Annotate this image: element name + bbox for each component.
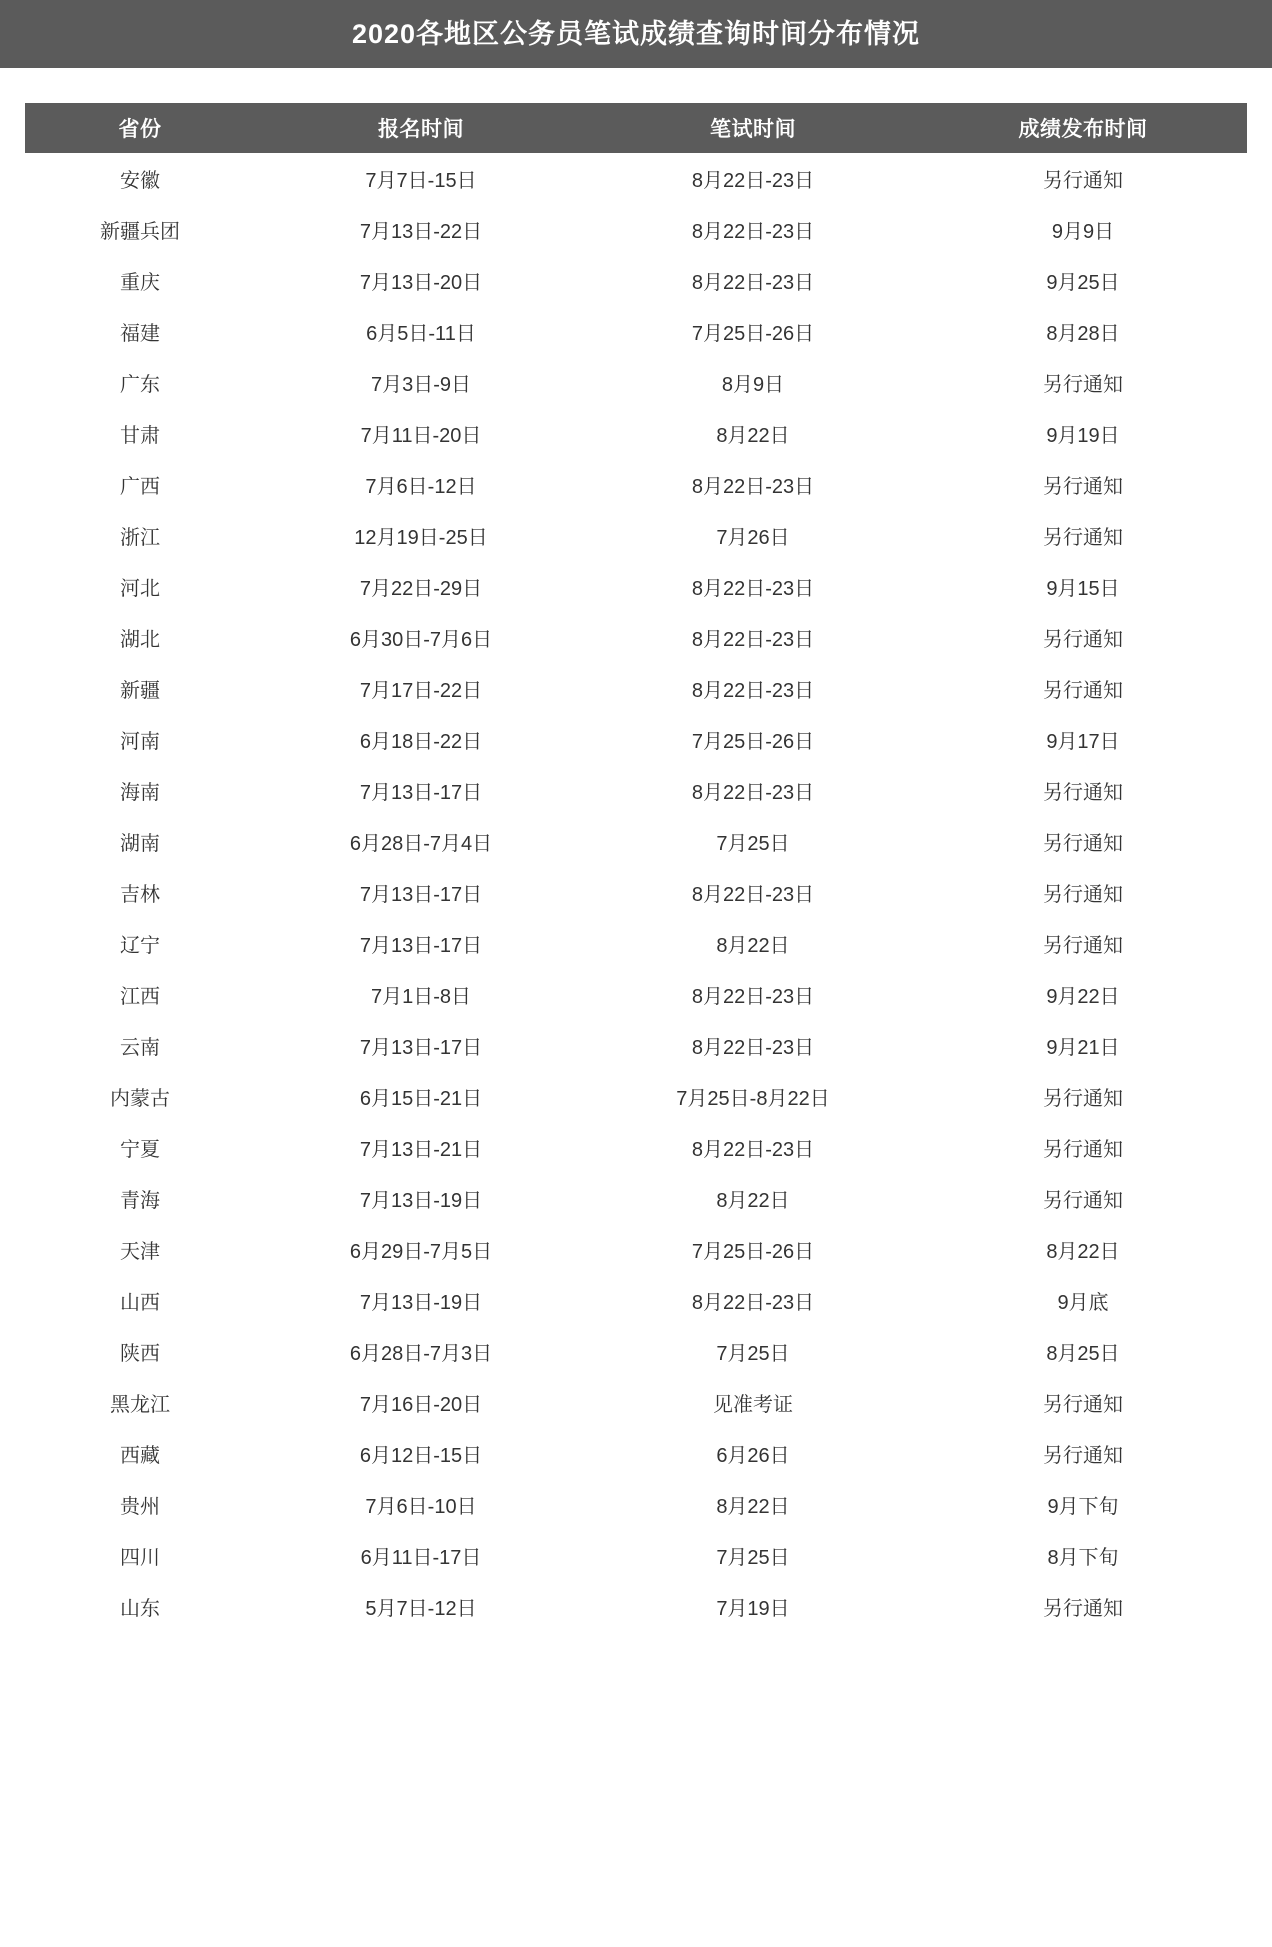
cell-signup-time: 6月11日-17日 xyxy=(255,1530,587,1581)
table-row xyxy=(25,1071,1247,1122)
cell-result-time: 另行通知 xyxy=(919,510,1247,561)
cell-result-time: 另行通知 xyxy=(919,1173,1247,1224)
cell-exam-time: 8月22日 xyxy=(587,1479,919,1530)
cell-province: 海南 xyxy=(25,765,255,816)
cell-result-time: 另行通知 xyxy=(919,153,1247,204)
cell-exam-time: 7月25日-26日 xyxy=(587,1224,919,1275)
cell-exam-time: 7月26日 xyxy=(587,510,919,561)
cell-result-time: 9月9日 xyxy=(919,204,1247,255)
cell-province: 重庆 xyxy=(25,255,255,306)
column-header-result-time: 成绩发布时间 xyxy=(919,103,1247,153)
cell-signup-time: 12月19日-25日 xyxy=(255,510,587,561)
cell-result-time: 9月25日 xyxy=(919,255,1247,306)
cell-result-time: 另行通知 xyxy=(919,867,1247,918)
cell-exam-time: 8月22日-23日 xyxy=(587,153,919,204)
cell-province: 江西 xyxy=(25,969,255,1020)
cell-exam-time: 8月22日-23日 xyxy=(587,1275,919,1326)
cell-province: 广西 xyxy=(25,459,255,510)
cell-exam-time: 6月26日 xyxy=(587,1428,919,1479)
cell-province: 陕西 xyxy=(25,1326,255,1377)
cell-province: 甘肃 xyxy=(25,408,255,459)
table-row xyxy=(25,1275,1247,1326)
cell-signup-time: 7月13日-17日 xyxy=(255,1020,587,1071)
cell-result-time: 另行通知 xyxy=(919,1122,1247,1173)
cell-signup-time: 6月29日-7月5日 xyxy=(255,1224,587,1275)
cell-result-time: 另行通知 xyxy=(919,357,1247,408)
table-row xyxy=(25,1530,1247,1581)
table-row xyxy=(25,663,1247,714)
cell-signup-time: 7月22日-29日 xyxy=(255,561,587,612)
cell-signup-time: 7月3日-9日 xyxy=(255,357,587,408)
cell-result-time: 9月17日 xyxy=(919,714,1247,765)
table-row xyxy=(25,510,1247,561)
cell-result-time: 9月21日 xyxy=(919,1020,1247,1071)
cell-result-time: 9月底 xyxy=(919,1275,1247,1326)
cell-result-time: 另行通知 xyxy=(919,612,1247,663)
table-row xyxy=(25,714,1247,765)
cell-exam-time: 7月25日-26日 xyxy=(587,306,919,357)
cell-exam-time: 7月25日-8月22日 xyxy=(587,1071,919,1122)
table-row xyxy=(25,1122,1247,1173)
cell-exam-time: 8月22日-23日 xyxy=(587,1020,919,1071)
cell-result-time: 8月28日 xyxy=(919,306,1247,357)
cell-result-time: 9月15日 xyxy=(919,561,1247,612)
cell-exam-time: 8月22日-23日 xyxy=(587,969,919,1020)
page-title: 2020各地区公务员笔试成绩查询时间分布情况 xyxy=(351,18,921,49)
cell-province: 河南 xyxy=(25,714,255,765)
cell-signup-time: 7月13日-17日 xyxy=(255,918,587,969)
cell-result-time: 另行通知 xyxy=(919,765,1247,816)
cell-signup-time: 6月18日-22日 xyxy=(255,714,587,765)
cell-province: 贵州 xyxy=(25,1479,255,1530)
cell-exam-time: 7月25日 xyxy=(587,816,919,867)
cell-exam-time: 8月22日-23日 xyxy=(587,561,919,612)
cell-province: 黑龙江 xyxy=(25,1377,255,1428)
column-header-signup-time: 报名时间 xyxy=(255,103,587,153)
table-row xyxy=(25,1020,1247,1071)
cell-province: 山西 xyxy=(25,1275,255,1326)
table-container xyxy=(0,68,1272,1632)
cell-signup-time: 6月12日-15日 xyxy=(255,1428,587,1479)
cell-province: 河北 xyxy=(25,561,255,612)
table-row xyxy=(25,765,1247,816)
table-row xyxy=(25,1224,1247,1275)
cell-exam-time: 见准考证 xyxy=(587,1377,919,1428)
cell-exam-time: 7月25日-26日 xyxy=(587,714,919,765)
cell-result-time: 8月22日 xyxy=(919,1224,1247,1275)
cell-result-time: 另行通知 xyxy=(919,1377,1247,1428)
cell-signup-time: 7月13日-19日 xyxy=(255,1275,587,1326)
cell-province: 新疆兵团 xyxy=(25,204,255,255)
cell-exam-time: 8月22日 xyxy=(587,1173,919,1224)
cell-exam-time: 7月25日 xyxy=(587,1530,919,1581)
cell-exam-time: 8月22日-23日 xyxy=(587,204,919,255)
cell-exam-time: 8月22日-23日 xyxy=(587,867,919,918)
cell-result-time: 另行通知 xyxy=(919,1581,1247,1632)
cell-exam-time: 8月22日-23日 xyxy=(587,255,919,306)
column-header-exam-time: 笔试时间 xyxy=(587,103,919,153)
cell-signup-time: 7月11日-20日 xyxy=(255,408,587,459)
cell-signup-time: 7月7日-15日 xyxy=(255,153,587,204)
table-row xyxy=(25,357,1247,408)
cell-province: 福建 xyxy=(25,306,255,357)
table-row xyxy=(25,408,1247,459)
cell-exam-time: 8月22日-23日 xyxy=(587,459,919,510)
table-row xyxy=(25,1479,1247,1530)
cell-signup-time: 7月1日-8日 xyxy=(255,969,587,1020)
cell-exam-time: 8月22日 xyxy=(587,918,919,969)
cell-signup-time: 6月5日-11日 xyxy=(255,306,587,357)
cell-result-time: 另行通知 xyxy=(919,459,1247,510)
cell-province: 山东 xyxy=(25,1581,255,1632)
cell-result-time: 另行通知 xyxy=(919,816,1247,867)
table-header xyxy=(25,103,1247,153)
table-body xyxy=(25,153,1247,1632)
table-row xyxy=(25,918,1247,969)
cell-exam-time: 8月22日-23日 xyxy=(587,1122,919,1173)
cell-result-time: 8月下旬 xyxy=(919,1530,1247,1581)
cell-signup-time: 6月28日-7月3日 xyxy=(255,1326,587,1377)
cell-result-time: 另行通知 xyxy=(919,663,1247,714)
cell-province: 天津 xyxy=(25,1224,255,1275)
cell-exam-time: 8月9日 xyxy=(587,357,919,408)
cell-exam-time: 7月19日 xyxy=(587,1581,919,1632)
cell-signup-time: 6月28日-7月4日 xyxy=(255,816,587,867)
cell-signup-time: 6月15日-21日 xyxy=(255,1071,587,1122)
cell-result-time: 9月下旬 xyxy=(919,1479,1247,1530)
table-row xyxy=(25,1173,1247,1224)
table-row xyxy=(25,306,1247,357)
table-row xyxy=(25,255,1247,306)
cell-province: 西藏 xyxy=(25,1428,255,1479)
cell-signup-time: 7月17日-22日 xyxy=(255,663,587,714)
cell-signup-time: 7月13日-17日 xyxy=(255,867,587,918)
cell-result-time: 8月25日 xyxy=(919,1326,1247,1377)
cell-signup-time: 7月13日-22日 xyxy=(255,204,587,255)
cell-result-time: 另行通知 xyxy=(919,918,1247,969)
cell-province: 浙江 xyxy=(25,510,255,561)
cell-signup-time: 7月13日-20日 xyxy=(255,255,587,306)
cell-province: 吉林 xyxy=(25,867,255,918)
table-row xyxy=(25,969,1247,1020)
cell-signup-time: 6月30日-7月6日 xyxy=(255,612,587,663)
page-title-banner xyxy=(0,0,1272,68)
cell-exam-time: 8月22日 xyxy=(587,408,919,459)
cell-exam-time: 8月22日-23日 xyxy=(587,765,919,816)
cell-signup-time: 7月16日-20日 xyxy=(255,1377,587,1428)
cell-province: 广东 xyxy=(25,357,255,408)
table-header-row xyxy=(25,103,1247,153)
cell-result-time: 另行通知 xyxy=(919,1428,1247,1479)
cell-signup-time: 7月13日-19日 xyxy=(255,1173,587,1224)
cell-province: 湖南 xyxy=(25,816,255,867)
table-row xyxy=(25,1428,1247,1479)
column-header-province: 省份 xyxy=(25,103,255,153)
table-row xyxy=(25,867,1247,918)
cell-province: 云南 xyxy=(25,1020,255,1071)
cell-exam-time: 8月22日-23日 xyxy=(587,612,919,663)
table-row xyxy=(25,459,1247,510)
cell-result-time: 9月22日 xyxy=(919,969,1247,1020)
table-row xyxy=(25,612,1247,663)
cell-signup-time: 7月6日-12日 xyxy=(255,459,587,510)
table-row xyxy=(25,204,1247,255)
cell-signup-time: 7月6日-10日 xyxy=(255,1479,587,1530)
cell-result-time: 另行通知 xyxy=(919,1071,1247,1122)
cell-exam-time: 7月25日 xyxy=(587,1326,919,1377)
cell-signup-time: 5月7日-12日 xyxy=(255,1581,587,1632)
cell-province: 辽宁 xyxy=(25,918,255,969)
cell-province: 宁夏 xyxy=(25,1122,255,1173)
cell-province: 安徽 xyxy=(25,153,255,204)
cell-result-time: 9月19日 xyxy=(919,408,1247,459)
table-row xyxy=(25,1581,1247,1632)
table-row xyxy=(25,153,1247,204)
table-row xyxy=(25,816,1247,867)
cell-province: 湖北 xyxy=(25,612,255,663)
table-row xyxy=(25,1377,1247,1428)
cell-province: 内蒙古 xyxy=(25,1071,255,1122)
cell-province: 青海 xyxy=(25,1173,255,1224)
cell-signup-time: 7月13日-17日 xyxy=(255,765,587,816)
cell-exam-time: 8月22日-23日 xyxy=(587,663,919,714)
exam-schedule-table xyxy=(25,103,1247,1632)
cell-signup-time: 7月13日-21日 xyxy=(255,1122,587,1173)
cell-province: 新疆 xyxy=(25,663,255,714)
table-row xyxy=(25,561,1247,612)
cell-province: 四川 xyxy=(25,1530,255,1581)
table-row xyxy=(25,1326,1247,1377)
